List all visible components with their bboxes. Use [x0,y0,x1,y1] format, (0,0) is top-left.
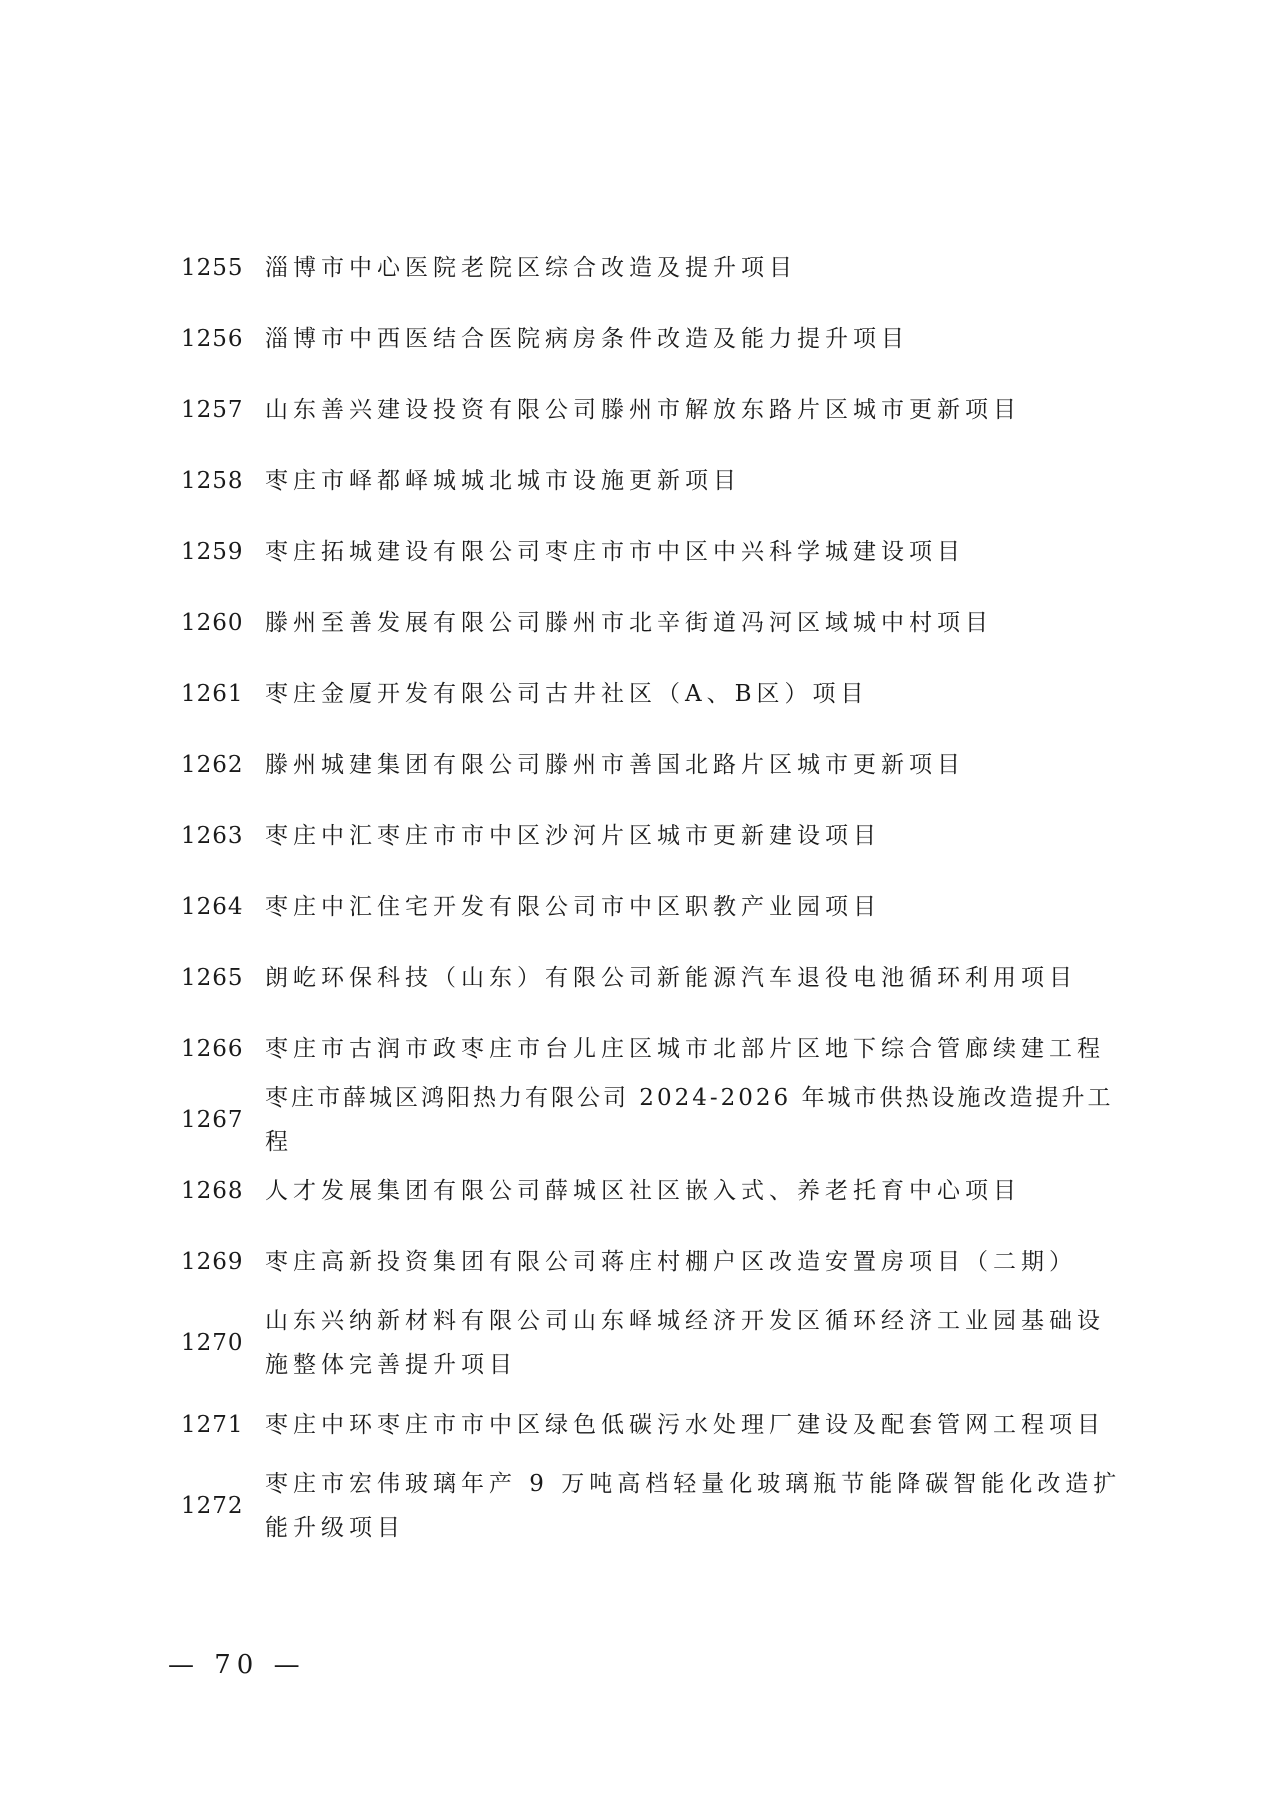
item-number: 1257 [181,396,244,423]
item-title: 枣庄高新投资集团有限公司蒋庄村棚户区改造安置房项目（二期） [265,1248,1077,1275]
item-number: 1261 [181,680,244,707]
item-title: 枣庄中环枣庄市市中区绿色低碳污水处理厂建设及配套管网工程项目 [265,1411,1105,1438]
list-item [0,587,1280,658]
item-number: 1262 [181,751,244,778]
item-title: 淄博市中西医结合医院病房条件改造及能力提升项目 [265,325,909,352]
item-title: 山东兴纳新材料有限公司山东峄城经济开发区循环经济工业园基础设施整体完善提升项目 [265,1308,1105,1378]
item-title: 枣庄中汇枣庄市市中区沙河片区城市更新建设项目 [265,822,881,849]
item-number: 1256 [181,325,244,352]
project-list [0,232,1280,1552]
item-number: 1255 [181,254,244,281]
list-item [0,1084,1280,1155]
list-item [0,1389,1280,1460]
item-number: 1267 [181,1106,244,1133]
list-item [0,942,1280,1013]
item-title: 枣庄中汇住宅开发有限公司市中区职教产业园项目 [265,893,881,920]
item-number: 1263 [181,822,244,849]
item-title: 滕州至善发展有限公司滕州市北辛街道冯河区域城中村项目 [265,609,993,636]
list-item [0,1297,1280,1389]
item-title: 朗屹环保科技（山东）有限公司新能源汽车退役电池循环利用项目 [265,964,1077,991]
item-number: 1259 [181,538,244,565]
item-title: 枣庄拓城建设有限公司枣庄市市中区中兴科学城建设项目 [265,538,965,565]
item-number: 1260 [181,609,244,636]
list-item [0,374,1280,445]
item-title: 淄博市中心医院老院区综合改造及提升项目 [265,254,797,281]
item-title: 枣庄市峄都峄城城北城市设施更新项目 [265,467,741,494]
item-title: 枣庄市薛城区鸿阳热力有限公司 2024-2026 年城市供热设施改造提升工程 [265,1084,1114,1155]
list-item [0,871,1280,942]
item-title: 滕州城建集团有限公司滕州市善国北路片区城市更新项目 [265,751,965,778]
list-item [0,232,1280,303]
item-number: 1272 [181,1493,244,1519]
item-number: 1264 [181,893,244,920]
item-number: 1270 [181,1330,244,1356]
list-item [0,1460,1280,1552]
list-item [0,658,1280,729]
page-number: — 70 — [168,1650,306,1680]
list-item [0,516,1280,587]
list-item [0,445,1280,516]
list-item [0,729,1280,800]
list-item [0,800,1280,871]
item-title: 山东善兴建设投资有限公司滕州市解放东路片区城市更新项目 [265,396,1021,423]
list-item [0,1226,1280,1297]
list-item [0,303,1280,374]
list-item [0,1013,1280,1084]
list-item [0,1155,1280,1226]
item-number: 1258 [181,467,244,494]
item-title: 枣庄市宏伟玻璃年产 9 万吨高档轻量化玻璃瓶节能降碳智能化改造扩能升级项目 [265,1471,1122,1541]
item-number: 1265 [181,964,244,991]
item-title: 枣庄金厦开发有限公司古井社区（A、B区）项目 [265,680,869,707]
item-number: 1271 [181,1411,244,1438]
item-title: 枣庄市古润市政枣庄市台儿庄区城市北部片区地下综合管廊续建工程 [265,1035,1105,1062]
item-number: 1266 [181,1035,244,1062]
item-title: 人才发展集团有限公司薛城区社区嵌入式、养老托育中心项目 [265,1177,1021,1204]
item-number: 1269 [181,1248,244,1275]
item-number: 1268 [181,1177,244,1204]
